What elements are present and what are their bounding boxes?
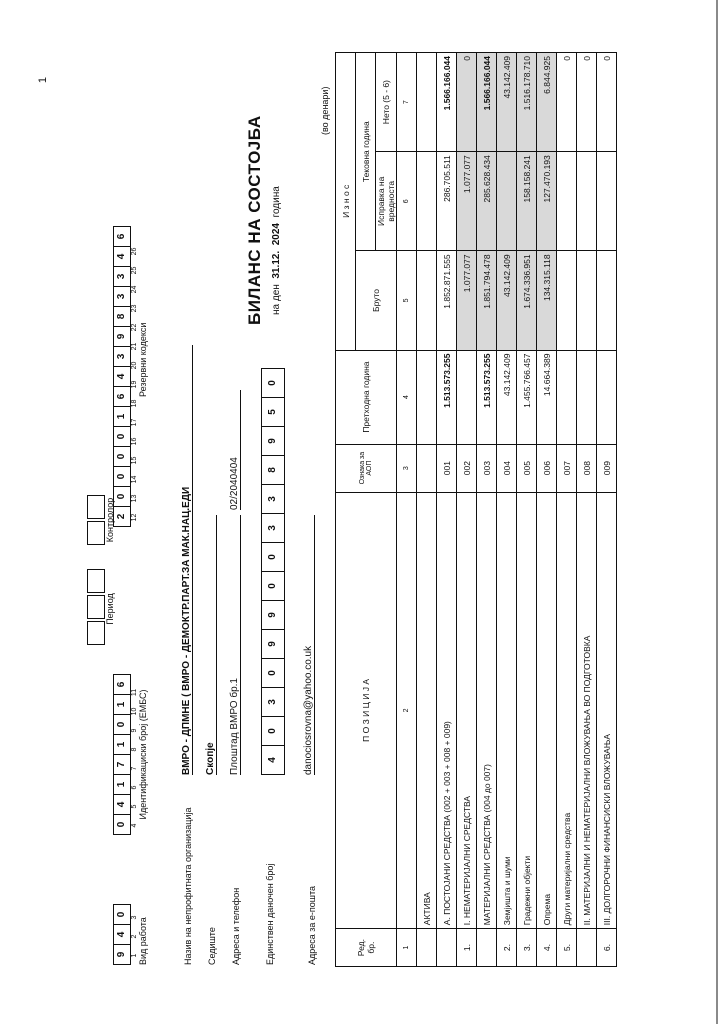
page-edge: [716, 0, 718, 1024]
cell-bruto: [597, 251, 617, 350]
control-index-number: 24: [131, 285, 138, 294]
control-digit: 6: [116, 233, 127, 240]
table-row: [597, 53, 617, 967]
cell-net: 1.566.166.044: [477, 53, 497, 152]
table-row: [517, 53, 537, 967]
cell-rb: 3.: [517, 929, 537, 967]
org-name-label: Назив на непрофитната организација: [183, 807, 193, 965]
tax-block: [261, 368, 285, 775]
cell-pos: II. МАТЕРИЈАЛНИ И НЕМАТЕРИЈАЛНИ ВЛОЖУВАЊА ВО ПОДГОТОВКА: [577, 492, 597, 929]
cell-prev: [457, 350, 477, 444]
header-aop: Ознака за АОП: [336, 444, 397, 492]
cell-aop: 003: [477, 444, 497, 492]
cell-pos: МАТЕРИЈАЛНИ СРЕДСТВА (004 до 007): [477, 492, 497, 929]
tax-digit: 9: [262, 600, 284, 629]
cell-rb: 4.: [537, 929, 557, 967]
edb-index-number: 4: [131, 823, 138, 828]
cell-aop: 009: [597, 444, 617, 492]
tax-digit: 9: [262, 629, 284, 658]
table-row: [417, 53, 437, 967]
control-index: [131, 226, 138, 527]
cell-net: 6.844.925: [537, 53, 557, 152]
email-value: danociosrovna@yahoo.co.uk: [303, 515, 315, 775]
edb-index-number: 10: [131, 707, 138, 716]
tax-digit: 0: [267, 380, 278, 386]
activity-index-number: 3: [131, 915, 138, 920]
edb-digit: 7: [114, 754, 130, 774]
tax-digit: 9: [262, 426, 284, 455]
edb-index-number: 5: [131, 804, 138, 809]
phone-value: 02/2040404: [229, 390, 241, 510]
control-digit: 0: [114, 446, 130, 466]
table-row: [477, 53, 497, 967]
period-label: Период: [105, 593, 115, 625]
edb-index: [131, 674, 138, 835]
cell-net: 1.516.178.710: [517, 53, 537, 152]
activity-digit: 4: [114, 924, 130, 944]
cell-net: 0: [597, 53, 617, 152]
activity-index-number: 2: [131, 934, 138, 939]
cell-pos: АКТИВА: [417, 492, 437, 929]
edb-digit: 1: [114, 694, 130, 714]
tax-digit: 8: [262, 455, 284, 484]
control-index-number: 13: [131, 494, 138, 503]
cell-prev: 14.664.389: [537, 350, 557, 444]
cell-corr: 285.628.434: [477, 152, 497, 251]
tax-digit: 0: [262, 542, 284, 571]
control-digits: [113, 226, 131, 527]
edb-label: Идентификациски број (ЕМБС): [138, 689, 148, 820]
tax-digit: 0: [262, 658, 284, 687]
cell-rb: 2.: [497, 929, 517, 967]
cell-bruto: 134.315.118: [537, 251, 557, 350]
column-number: 4: [397, 350, 417, 444]
cell-corr: 286.705.511: [437, 152, 457, 251]
cell-aop: 008: [577, 444, 597, 492]
balance-table-body: [417, 53, 617, 967]
tax-digit: 0: [262, 571, 284, 600]
cell-rb: 1.: [457, 929, 477, 967]
control-digit: 9: [114, 326, 130, 346]
column-number: 6: [397, 152, 417, 251]
edb-digit: 0: [114, 814, 130, 834]
cell-corr: [417, 152, 437, 251]
edb-digit: 6: [116, 681, 127, 688]
tax-digit: 3: [262, 484, 284, 513]
tax-digits: [261, 368, 285, 775]
control-digit: 3: [114, 266, 130, 286]
cell-corr: [597, 152, 617, 251]
date-prefix: на ден: [271, 284, 282, 315]
control-code-block: [113, 226, 148, 527]
control-block: [87, 493, 115, 545]
cell-rb: [477, 929, 497, 967]
control-label: Контролор: [105, 497, 115, 543]
activity-digit: 0: [116, 911, 127, 918]
cell-prev: [577, 350, 597, 444]
table-row: [457, 53, 477, 967]
rotated-form-sheet: [95, 45, 655, 975]
period-boxes: [87, 567, 105, 645]
cell-pos: Други материјални средства: [557, 492, 577, 929]
address-value: Плоштад ВМРО бр.1: [229, 515, 241, 775]
cell-net: 43.142.409: [497, 53, 517, 152]
header-net: Нето (5 - 6): [376, 53, 397, 152]
cell-bruto: 1.852.871.555: [437, 251, 457, 350]
header-correction: Исправка на вредноста: [376, 152, 397, 251]
control-digit: 0: [114, 466, 130, 486]
cell-bruto: [417, 251, 437, 350]
edb-digit: 0: [114, 714, 130, 734]
tax-digit: 0: [262, 716, 284, 745]
control-digit: 0: [114, 486, 130, 506]
cell-aop: 004: [497, 444, 517, 492]
activity-code-digits: [113, 904, 131, 965]
cell-corr: [557, 152, 577, 251]
cell-pos: А. ПОСТОЈАНИ СРЕДСТВА (002 + 003 + 008 + 009): [437, 492, 457, 929]
cell-net: 0: [457, 53, 477, 152]
header-prev-year: Претходна година: [336, 350, 397, 444]
cell-prev: [557, 350, 577, 444]
edb-digit: 1: [114, 734, 130, 754]
cell-net: [417, 53, 437, 152]
activity-code-index: [131, 904, 138, 965]
cell-pos: Градежни објекти: [517, 492, 537, 929]
table-row: [537, 53, 557, 967]
seat-value: Скопје: [205, 515, 217, 775]
report-date: [271, 186, 282, 315]
year-suffix: година: [271, 186, 282, 218]
cell-net: 1.566.166.044: [437, 53, 457, 152]
cell-rb: 6.: [597, 929, 617, 967]
column-number-row: [397, 53, 417, 967]
control-index-number: 22: [131, 323, 138, 332]
column-number: 2: [397, 492, 417, 929]
control-digit: 4: [114, 246, 130, 266]
edb-index-number: 9: [131, 728, 138, 733]
control-index-number: 14: [131, 475, 138, 484]
tax-digit: 3: [262, 687, 284, 716]
cell-pos: III. ДОЛГОРОЧНИ ФИНАНСИСКИ ВЛОЖУВАЊА: [597, 492, 617, 929]
balance-table: [335, 52, 617, 967]
edb-index-number: 7: [131, 766, 138, 771]
cell-bruto: [577, 251, 597, 350]
cell-aop: 006: [537, 444, 557, 492]
currency-note: (во денари): [320, 86, 330, 135]
org-name-value: ВМРО - ДПМНЕ ( ВМРО - ДЕМОКТР.ПАРТ.ЗА МАК.НАЦ.ЕДИ: [181, 345, 193, 775]
reserve-label: Резервни кодекси: [138, 322, 148, 397]
control-index-number: 15: [131, 456, 138, 465]
cell-aop: [417, 444, 437, 492]
cell-prev: [597, 350, 617, 444]
cell-rb: [437, 929, 457, 967]
cell-pos: Земјишта и шуми: [497, 492, 517, 929]
cell-pos: Опрема: [537, 492, 557, 929]
cell-prev: 1.513.573.255: [437, 350, 457, 444]
table-row: [557, 53, 577, 967]
control-digit: 1: [114, 406, 130, 426]
page-title: БИЛАНС НА СОСТОЈБА: [245, 115, 264, 325]
tax-label: Единствен даночен број: [265, 863, 275, 965]
control-index-number: 12: [131, 513, 138, 522]
column-number: 7: [397, 53, 417, 152]
control-index-number: 16: [131, 437, 138, 446]
period-block: [87, 567, 115, 645]
edb-digits: [113, 674, 131, 835]
cell-pos: I. НЕМАТЕРИЈАЛНИ СРЕДСТВА: [457, 492, 477, 929]
cell-bruto: 43.142.409: [497, 251, 517, 350]
cell-prev: 1.513.573.255: [477, 350, 497, 444]
control-digit: 3: [114, 286, 130, 306]
cell-corr: 158.158.241: [517, 152, 537, 251]
control-digit: 6: [114, 386, 130, 406]
control-index-number: 19: [131, 380, 138, 389]
control-index-number: 25: [131, 266, 138, 275]
activity-digit: 9: [114, 944, 130, 964]
cell-prev: 1.455.766.457: [517, 350, 537, 444]
cell-rb: [577, 929, 597, 967]
cell-rb: [417, 929, 437, 967]
header-current-year: Тековна година: [356, 53, 376, 251]
table-row: [497, 53, 517, 967]
cell-aop: 001: [437, 444, 457, 492]
header-position: П О З И Ц И Ј А: [336, 492, 397, 929]
column-number: 3: [397, 444, 417, 492]
control-digit: 4: [114, 366, 130, 386]
header-rb: Ред. бр.: [336, 929, 397, 967]
activity-code-block: [113, 904, 148, 965]
edb-index-number: 6: [131, 785, 138, 790]
header-bruto: Бруто: [356, 251, 397, 350]
header-amount: И з н о с: [336, 53, 356, 351]
cell-aop: 002: [457, 444, 477, 492]
cell-aop: 005: [517, 444, 537, 492]
cell-net: 0: [577, 53, 597, 152]
control-digit: 0: [114, 426, 130, 446]
control-index-number: 26: [131, 247, 138, 256]
address-label: Адреса и телефон: [231, 887, 241, 965]
cell-corr: 1.077.077: [457, 152, 477, 251]
cell-prev: [417, 350, 437, 444]
edb-block: [113, 674, 148, 835]
table-row: [577, 53, 597, 967]
edb-index-number: 8: [131, 747, 138, 752]
cell-rb: 5.: [557, 929, 577, 967]
control-index-number: 21: [131, 342, 138, 351]
tax-digit: 5: [262, 397, 284, 426]
control-boxes: [87, 493, 105, 545]
cell-net: 0: [557, 53, 577, 152]
activity-index-number: 1: [131, 953, 138, 958]
cell-corr: [577, 152, 597, 251]
cell-prev: 43.142.409: [497, 350, 517, 444]
edb-index-number: 11: [131, 688, 138, 697]
cell-bruto: [557, 251, 577, 350]
control-index-number: 23: [131, 304, 138, 313]
tax-digit: 3: [262, 513, 284, 542]
edb-digit: 1: [114, 774, 130, 794]
date-value: 31.12.: [271, 250, 282, 279]
column-number: 5: [397, 251, 417, 350]
control-index-number: 20: [131, 361, 138, 370]
cell-corr: 127.470.193: [537, 152, 557, 251]
control-index-number: 17: [131, 418, 138, 427]
table-row: [437, 53, 457, 967]
control-digit: 8: [114, 306, 130, 326]
cell-aop: 007: [557, 444, 577, 492]
control-digit: 2: [114, 506, 130, 526]
page-number: 1: [37, 76, 50, 84]
cell-bruto: 1.674.336.951: [517, 251, 537, 350]
cell-bruto: 1.077.077: [457, 251, 477, 350]
tax-digit: 4: [262, 745, 284, 774]
email-label: Адреса за е-пошта: [307, 885, 317, 965]
control-digit: 3: [114, 346, 130, 366]
cell-bruto: 1.851.794.478: [477, 251, 497, 350]
seat-label: Седиште: [207, 927, 217, 965]
year-value: 2024: [271, 223, 282, 246]
edb-digit: 4: [114, 794, 130, 814]
cell-corr: [497, 152, 517, 251]
activity-code-label: Вид работа: [138, 917, 148, 965]
control-index-number: 18: [131, 399, 138, 408]
column-number: 1: [397, 929, 417, 967]
